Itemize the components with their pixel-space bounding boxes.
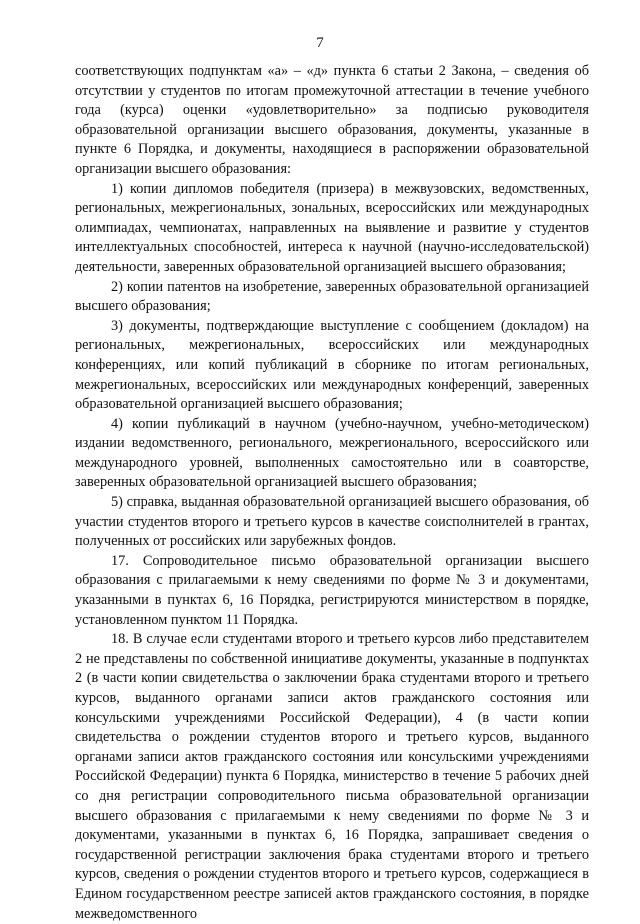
paragraph-clause-18: 18. В случае если студентами второго и третьего курсов либо представителем 2 не представлены по собственной инициативе документы, указанные в подпунктах 2 (в части копии свидетельства о заключении брака студентами второго и третьего курсов, выданного органами записи актов гражданского состояния или консульскими учреждениями Российской Федерации), 4 (в части копии свидетельства о рождении студентов второго и третьего курсов, выданного органами записи актов гражданского состояния или консульскими учреждениями Российской Федерации) пункта 6 Порядка, министерство в течение 5 рабочих дней со дня регистрации сопроводительного письма образовательной организации высшего образования с прилагаемыми к нему сведениями по форме № 3 и документами, указанными в пунктах 6, 16 Порядка, запрашивает сведения о государственной регистрации заключения брака студентами второго и третьего курсов, сведения о рождении студентов второго и третьего курсов, содержащиеся в Едином государственном реестре записей актов гражданского состояния, в порядке межведомственного [75, 631, 589, 922]
paragraph-item-3: 3) документы, подтверждающие выступление с сообщением (докладом) на региональных, межрегиональных, всероссийских или международных конференциях, или копий публикаций в сборнике по итогам региональных, межрегиональных, всероссийских или международных конференций, заверенных образовательной организацией высшего образования; [75, 317, 589, 413]
paragraph-clause-17: 17. Сопроводительное письмо образовательной организации высшего образования с прилагаемыми к нему сведениями по форме № 3 и документами, указанными в пунктах 6, 16 Порядка, регистрируются министерством в порядке, установленном пунктом 11 Порядка. [75, 552, 589, 628]
paragraph-item-2: 2) копии патентов на изобретение, заверенных образовательной организацией высшего образования; [75, 278, 589, 315]
document-body [75, 62, 589, 924]
paragraph-item-5: 5) справка, выданная образовательной организацией высшего образования, об участии студентов второго и третьего курсов в качестве соисполнителей в грантах, полученных от российских или зарубежных фондов. [75, 494, 589, 550]
paragraph-continuation: соответствующих подпунктам «а» – «д» пункта 6 статьи 2 Закона, – сведения об отсутствии у студентов по итогам промежуточной аттестации в течение учебного года (курса) оценки «удовлетворительно» за подписью руководителя образовательной организации высшего образования, документы, указанные в пункте 6 Порядка, и документы, находящиеся в распоряжении образовательной организации высшего образования: [75, 63, 589, 177]
page-number: 7 [316, 35, 324, 51]
paragraph-item-4: 4) копии публикаций в научном (учебно-научном, учебно-методическом) издании ведомственного, регионального, межрегионального, всероссийского или международного уровней, выполненных самостоятельно или в соавторстве, заверенных образовательной организацией высшего образования; [75, 415, 589, 491]
paragraph-item-1: 1) копии дипломов победителя (призера) в межвузовских, ведомственных, региональных, межрегиональных, зональных, всероссийских или международных олимпиадах, чемпионатах, направленных на выявление и развитие у студентов интеллектуальных способностей, интереса к научной (научно-исследовательской) деятельности, заверенных образовательной организацией высшего образования; [75, 180, 589, 275]
